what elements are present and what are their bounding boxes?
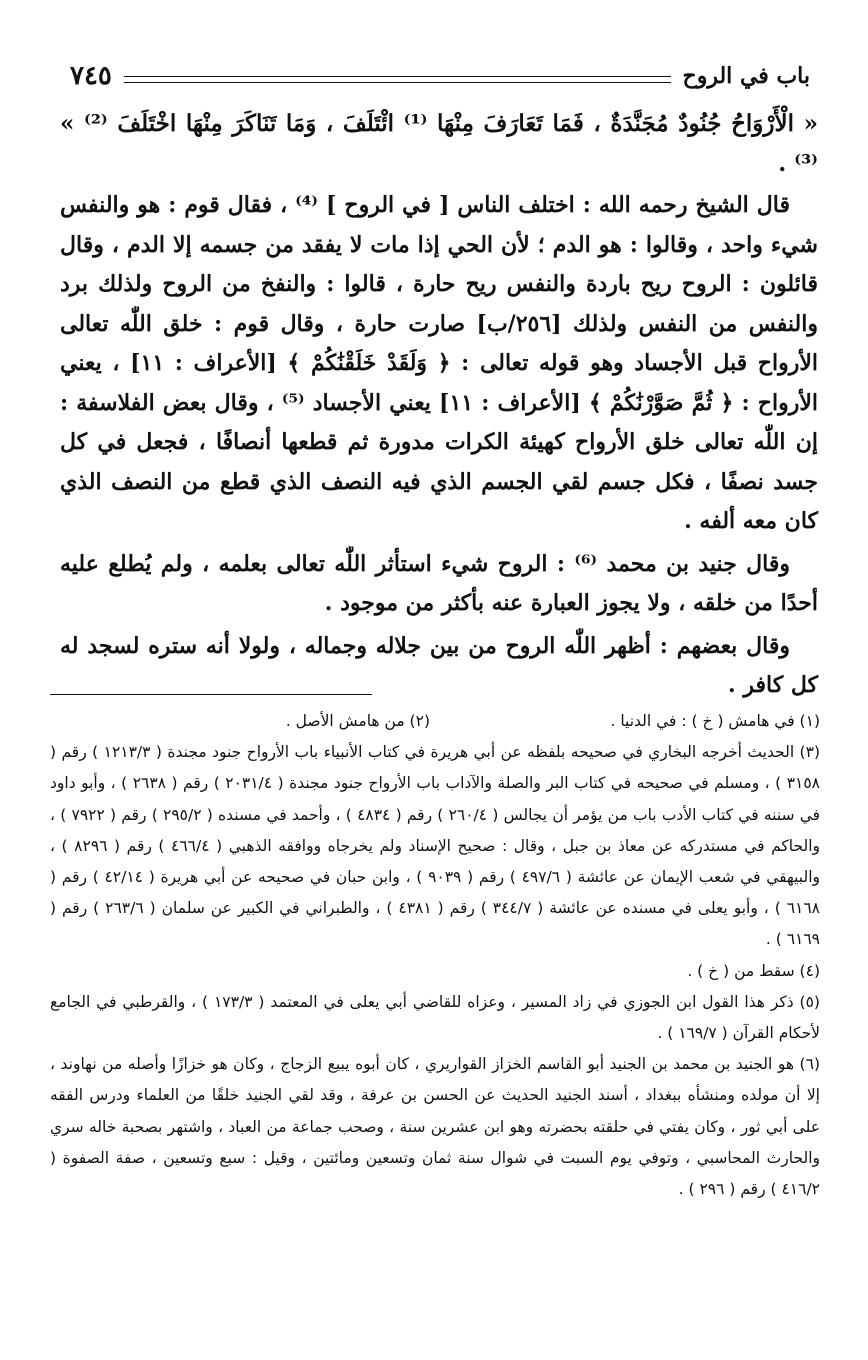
footnote-3: (٣) الحديث أخرجه البخاري في صحيحه بلفظه عن أبي هريرة في كتاب الأنبياء باب الأرواح جنود مجندة ( ١٢١٣/٣ ) رقم ( ٣١٥٨ ) ، ومسلم في صحيحه في كتاب البر والصلة والآداب باب الأرواح جنود مجندة ( ٢٠٣١/٤ ) رقم ( ٢٦٣٨ ) ، وأبو داود في سننه في كتاب الأدب باب من يؤمر أن يجالس ( ٢٦٠/٤ ) رقم ( ٤٨٣٤ ) ، وأحمد في مسنده ( ٢٩٥/٢ ) رقم ( ٧٩٢٢ ) ، والحاكم في مستدركه عن معاذ بن جبل ، وقال : صحيح الإسناد ولم يخرجاه ووافقه الذهبي ( ٤٦٦/٤ ) رقم ( ٨٢٩٦ ) ، والبيهقي في شعب الإيمان عن عائشة ( ٤٩٧/٦ ) رقم ( ٩٠٣٩ ) ، وابن حبان في صحيحه عن أبي هريرة ( ٤٢/١٤ ) رقم ( ٦١٦٨ ) ، وأبو يعلى في مسنده عن عائشة ( ٣٤٤/٧ ) رقم ( ٤٣٨١ ) ، والطبراني في الكبير عن سلمان ( ٢٦٣/٦ ) رقم ( ٦١٦٩ ) . (50, 743, 821, 949)
hadith-paragraph: « الْأَرْوَاحُ جُنُودٌ مُجَنَّدَةٌ ، فَمَا تَعَارَفَ مِنْهَا ⁽¹⁾ ائْتَلَفَ ، وَمَا تَنَاكَرَ مِنْهَا اخْتَلَفَ ⁽²⁾ » ⁽³⁾ . (60, 110, 818, 177)
footnote-6: (٦) هو الجنيد بن محمد بن الجنيد أبو القاسم الخزاز القواريري ، كان أبوه يبيع الزجاج ، وكان هو خزازًا وأصله من نهاوند ، إلا أن مولده ومنشأه ببغداد ، أسند الجنيد الحديث عن الحسن بن عرفة ، وقد لقي الجنيد خلقًا من العلماء ودرس الفقه على أبي ثور ، وكان يفتي في حلقته بحضرته وهو ابن عشرين سنة ، وصحب جماعة من العباد ، واشتهر بصحبة خاله سري والحارث المحاسبي ، وتوفي يوم السبت في شوال سنة ثمان وتسعين ومائتين ، وقيل : سبع وتسعين ، صفة الصفوة ( ٤١٦/٢ ) رقم ( ٢٩٦ ) . (50, 1055, 820, 1199)
footnote-row-4 (50, 956, 820, 987)
footnote-row-1-2 (50, 706, 820, 737)
page-number: ٧٤٥ (70, 61, 112, 91)
footnote-2: (٢) من هامش الأصل . (285, 712, 430, 730)
junaid-paragraph: وقال جنيد بن محمد ⁽⁶⁾ : الروح شيء استأثر اللّٰه تعالى بعلمه ، ولم يُطلع عليه أحدًا من خلقه ، ولا يجوز العبارة عنه بأكثر من موجود . (60, 550, 818, 616)
header-double-rule (124, 76, 671, 83)
spirit-opinions-paragraph: قال الشيخ رحمه الله : اختلف الناس [ في الروح ] ⁽⁴⁾ ، فقال قوم : هو والنفس شيء واحد ، وقالوا : هو الدم ؛ لأن الحي إذا مات لا يفقد من جسمه إلا الدم ، وقال قائلون : الروح ريح باردة والنفس ريح حارة ، قالوا : والنفخ من الروح ولذلك برد والنفس من النفس ولذلك [٢٥٦/ب] صارت حارة ، وقال قوم : خلق اللّٰه تعالى الأرواح قبل الأجساد وهو قوله تعالى : ﴿ وَلَقَدْ خَلَقْنَٰكُمْ ﴾ [الأعراف : ١١] ، يعني الأرواح : ﴿ ثُمَّ صَوَّرْنَٰكُمْ ﴾ [الأعراف : ١١] يعني الأجساد ⁽⁵⁾ ، وقال بعض الفلاسفة : إن اللّٰه تعالى خلق الأرواح كهيئة الكرات مدورة ثم قطعها أنصافًا ، فجعل في كل جسد نصفًا ، فكل جسم لقي الجسم الذي فيه النصف الذي قطع من النصف الذي كان معه ألفه . (60, 192, 818, 534)
running-header (70, 56, 810, 96)
footnotes (50, 706, 820, 1205)
chapter-title: باب في الروح (682, 63, 810, 89)
footnote-1: (١) في هامش ( خ ) : في الدنيا . (610, 712, 820, 730)
footnote-5: (٥) ذكر هذا القول ابن الجوزي في زاد المسير ، وعزاه للقاضي أبي يعلى في المعتمد ( ١٧٣/٣ ) ، والقرطبي في الجامع لأحكام القرآن ( ١٦٩/٧ ) . (50, 992, 820, 1043)
footnote-4: (٤) سقط من ( خ ) . (687, 961, 820, 980)
closing-paragraph: وقال بعضهم : أظهر اللّٰه الروح من بين جلاله وجماله ، ولولا أنه ستره لسجد له كل كافر . (60, 632, 818, 698)
main-text (60, 104, 818, 709)
footnote-separator (50, 694, 372, 695)
